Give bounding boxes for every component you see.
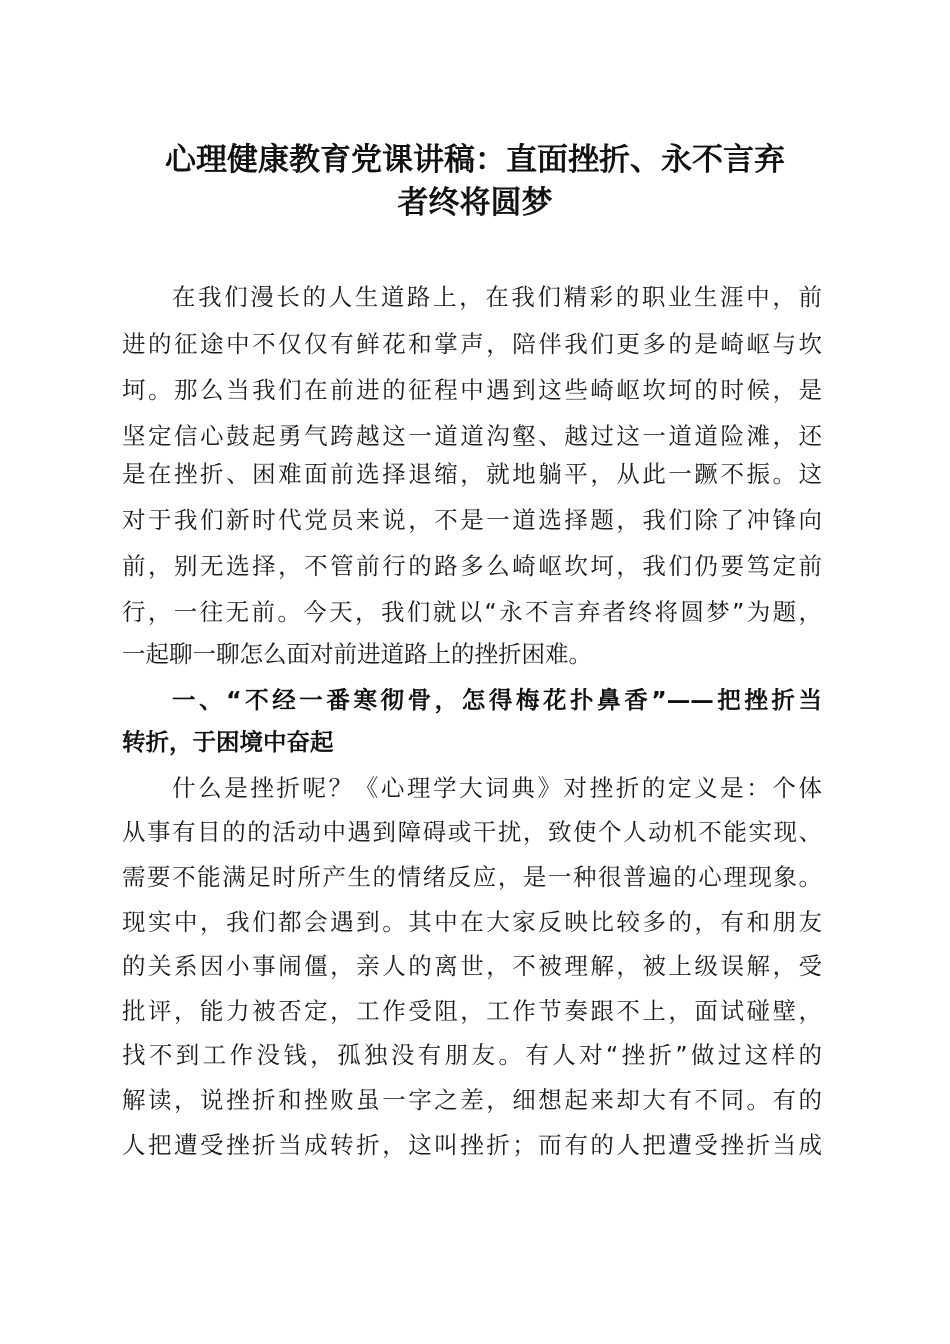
document-title-line-2: 者终将圆梦 <box>397 185 553 221</box>
paragraph-2-line: 现实中，我们都会遇到。其中在大家反映比较多的，有和朋友 <box>122 908 822 936</box>
paragraph-2-line: 人把遭受挫折当成转折，这叫挫折；而有的人把遭受挫折当成 <box>122 1131 822 1159</box>
paragraph-1-line: 坷。那么当我们在前进的征程中遇到这些崎岖坎坷的时候，是 <box>122 376 822 404</box>
paragraph-1-line: 进的征途中不仅仅有鲜花和掌声，陪伴我们更多的是崎岖与坎 <box>122 330 822 358</box>
document-title-line-1: 心理健康教育党课讲稿：直面挫折、永不言弃 <box>165 142 785 178</box>
paragraph-1-line: 一起聊一聊怎么面对前进道路上的挫折困难。 <box>122 640 592 668</box>
paragraph-2-line: 的关系因小事闹僵，亲人的离世，不被理解，被上级误解，受 <box>122 952 822 980</box>
paragraph-2-line: 找不到工作没钱，孤独没有朋友。有人对“挫折”做过这样的 <box>122 1041 822 1069</box>
paragraph-2-line: 什么是挫折呢？《心理学大词典》对挫折的定义是：个体 <box>172 774 822 802</box>
section-heading-line: 转折，于困境中奋起 <box>122 728 334 756</box>
paragraph-2-line: 需要不能满足时所产生的情绪反应，是一种很普遍的心理现象。 <box>122 863 822 891</box>
paragraph-1-line: 对于我们新时代党员来说，不是一道选择题，我们除了冲锋向 <box>122 506 822 534</box>
paragraph-1-line: 前，别无选择，不管前行的路多么崎岖坎坷，我们仍要笃定前 <box>122 552 822 580</box>
paragraph-2-line: 从事有目的的活动中遇到障碍或干扰，致使个人动机不能实现、 <box>122 818 822 846</box>
paragraph-1-line: 在我们漫长的人生道路上，在我们精彩的职业生涯中，前 <box>172 283 822 311</box>
paragraph-2-line: 解读，说挫折和挫败虽一字之差，细想起来却大有不同。有的 <box>122 1086 822 1114</box>
paragraph-1-line: 坚定信心鼓起勇气跨越这一道道沟壑、越过这一道道险滩，还 <box>122 422 822 450</box>
paragraph-1-line: 行，一往无前。今天，我们就以“永不言弃者终将圆梦”为题， <box>122 598 822 626</box>
section-heading-line: 一、“不经一番寒彻骨，怎得梅花扑鼻香”——把挫折当 <box>172 686 822 714</box>
paragraph-2-line: 批评，能力被否定，工作受阻，工作节奏跟不上，面试碰壁， <box>122 997 822 1025</box>
paragraph-1-line: 是在挫折、困难面前选择退缩，就地躺平，从此一蹶不振。这 <box>122 460 822 488</box>
